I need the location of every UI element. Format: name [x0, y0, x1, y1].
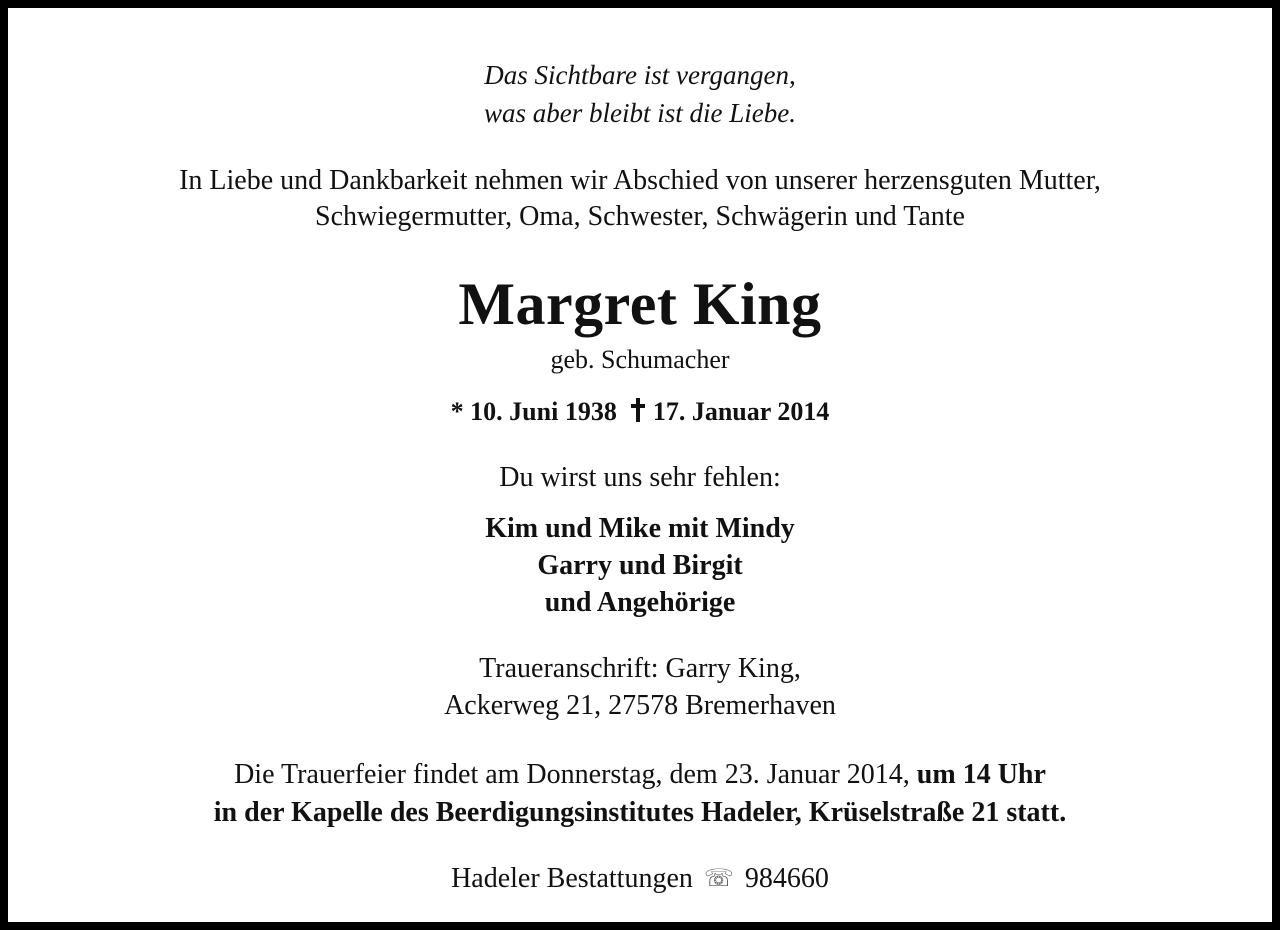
mourner-line: Garry und Birgit [537, 550, 743, 581]
death-date: 17. Januar 2014 [652, 397, 830, 426]
phone-number: 984660 [744, 863, 829, 894]
mourner-line: Kim und Mike mit Mindy [485, 513, 795, 544]
intro-line-2: Schwiegermutter, Oma, Schwester, Schwägerin und Tante [315, 201, 965, 232]
address-line-1: Traueranschrift: Garry King, [479, 653, 801, 684]
ceremony-date-text: Die Trauerfeier findet am Donnerstag, dem 23. Januar 2014, [234, 759, 910, 790]
ceremony-line-1 [16, 759, 1264, 791]
funeral-home-name: Hadeler Bestattungen [451, 863, 693, 894]
life-dates [16, 397, 1264, 427]
birth-date: * 10. Juni 1938 [450, 397, 617, 426]
motto-line-1: Das Sichtbare ist vergangen, [484, 60, 796, 90]
intro-line-1: In Liebe und Dankbarkeit nehmen wir Abschied von unserer herzensguten Mutter, [179, 165, 1101, 196]
mourner-line: und Angehörige [544, 587, 736, 618]
cross-icon [631, 398, 645, 422]
telephone-icon: ☏ [703, 864, 734, 892]
motto-line-2: was aber bleibt ist die Liebe. [484, 98, 796, 128]
ceremony-time: um 14 Uhr [916, 759, 1046, 790]
ceremony-location: in der Kapelle des Beerdigungsinstitutes Hadeler, Krüselstraße 21 statt. [213, 797, 1067, 828]
farewell-text: Du wirst uns sehr fehlen: [499, 462, 781, 493]
deceased-name: Margret King [458, 271, 822, 337]
funeral-home-footer [16, 863, 1264, 895]
maiden-name: geb. Schumacher [550, 345, 730, 374]
address-line-2: Ackerweg 21, 27578 Bremerhaven [444, 690, 836, 721]
